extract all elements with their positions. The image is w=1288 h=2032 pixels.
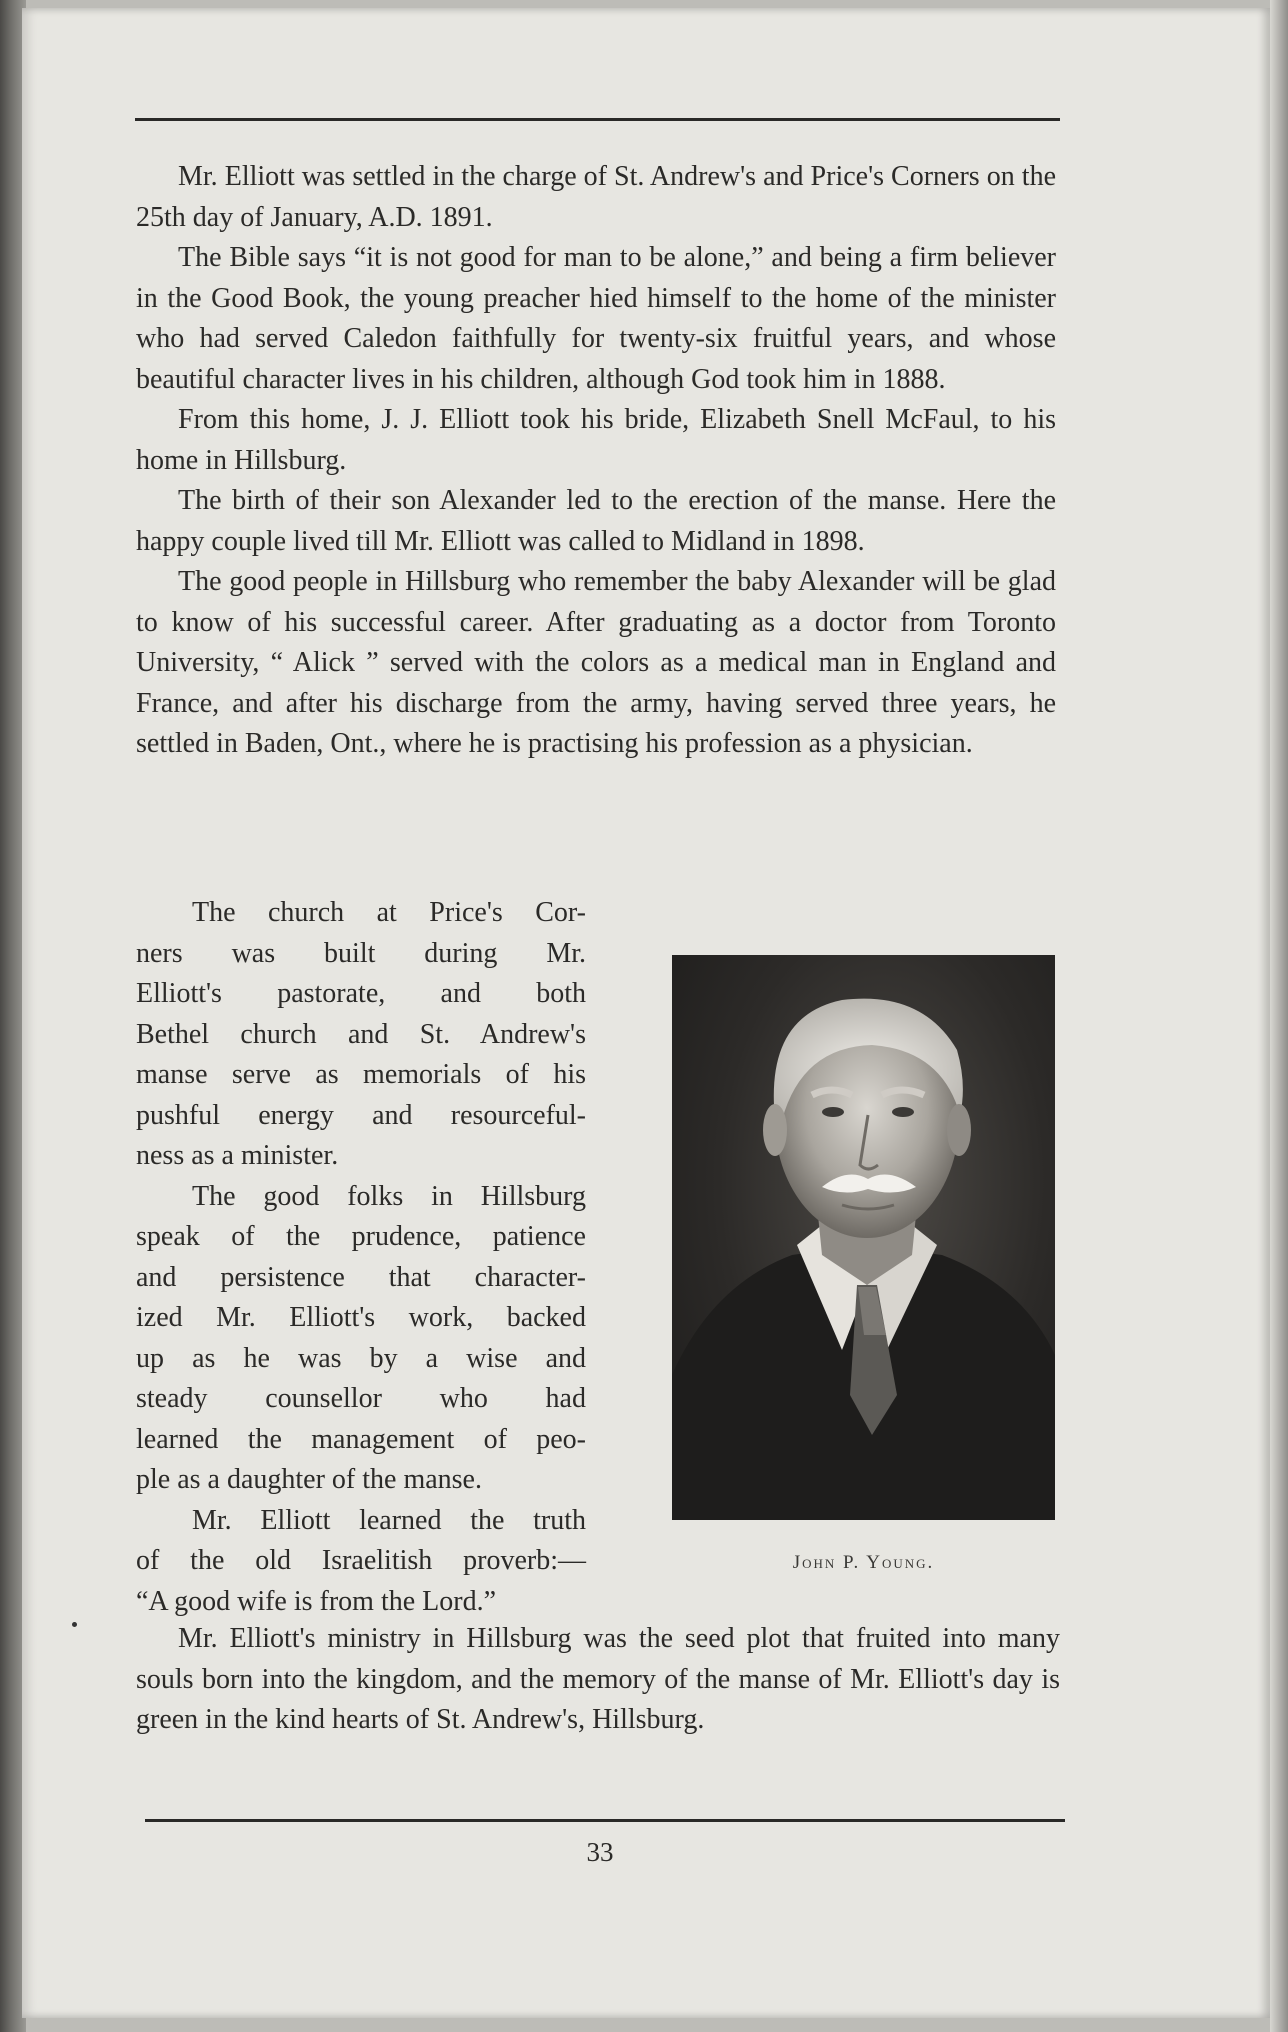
paragraph: Mr. Elliott's ministry in Hillsburg was the seed plot that fruited into many souls born into the kingdom, and the memory of the manse of Mr. Elliott's day is green in the kind hearts of St. Andrew's, Hillsburg. (136, 1623, 1060, 1735)
page-edge (1270, 0, 1288, 2032)
page-number: 33 (586, 1837, 614, 1867)
column-line: and persistence that character- (136, 1261, 586, 1293)
column-line: of the old Israelitish proverb:— (136, 1545, 586, 1576)
body-text-top (136, 157, 1056, 765)
column-line: up as he was by a wise and (136, 1342, 586, 1374)
column-line: The church at Price's Cor- (192, 897, 586, 928)
photo-caption: John P. Young. (792, 1552, 935, 1573)
paragraph: From this home, J. J. Elliott took his bride, Elizabeth Snell McFaul, to his home in Hillsburg. (136, 404, 1056, 476)
paragraph: The Bible says “it is not good for man to be alone,” and being a firm believer in the Good Book, the young preacher hied himself to the home of the minister who had served Caledon faithfully for twenty-six fruitful years, and whose beautiful character lives in his children, although God took him in 1888. (136, 242, 1056, 395)
portrait-illustration (672, 955, 1055, 1520)
column-line: Elliott's pastorate, and both (136, 978, 586, 1009)
paragraph: The good people in Hillsburg who remember the baby Alexander will be glad to know of his successful career. After graduating as a doctor from Toronto University, “ Alick ” served with the colors as a medical man in England and France, and after his discharge from the army, having served three years, he settled in Baden, Ont., where he is practising his profession as a physician. (136, 566, 1056, 759)
column-line: manse serve as memorials of his (136, 1059, 586, 1090)
body-text-bottom (136, 1619, 1060, 1741)
paragraph: Mr. Elliott was settled in the charge of St. Andrew's and Price's Corners on the 25th day of January, A.D. 1891. (136, 161, 1056, 233)
ink-speck (72, 1622, 77, 1627)
bottom-rule (145, 1819, 1065, 1822)
column-line: The good folks in Hillsburg (192, 1180, 586, 1212)
column-line: ners was built during Mr. (136, 937, 586, 969)
column-line: ized Mr. Elliott's work, backed (136, 1302, 586, 1333)
column-line: learned the management of peo- (136, 1423, 586, 1455)
column-line: “A good wife is from the Lord.” (136, 1585, 497, 1617)
column-line: ness as a minister. (136, 1140, 339, 1171)
column-line: Bethel church and St. Andrew's (136, 1018, 586, 1050)
column-line: pushful energy and resourceful- (136, 1099, 586, 1131)
top-rule (135, 118, 1060, 121)
paragraph: The birth of their son Alexander led to the erection of the manse. Here the happy couple lived till Mr. Elliott was called to Midland in 1898. (136, 485, 1056, 557)
column-line: speak of the prudence, patience (136, 1221, 586, 1252)
column-line: Mr. Elliott learned the truth (192, 1504, 586, 1536)
column-line: ple as a daughter of the manse. (136, 1464, 482, 1495)
portrait-photo (672, 955, 1055, 1520)
body-text-column (136, 893, 586, 1622)
column-line: steady counsellor who had (136, 1383, 586, 1414)
